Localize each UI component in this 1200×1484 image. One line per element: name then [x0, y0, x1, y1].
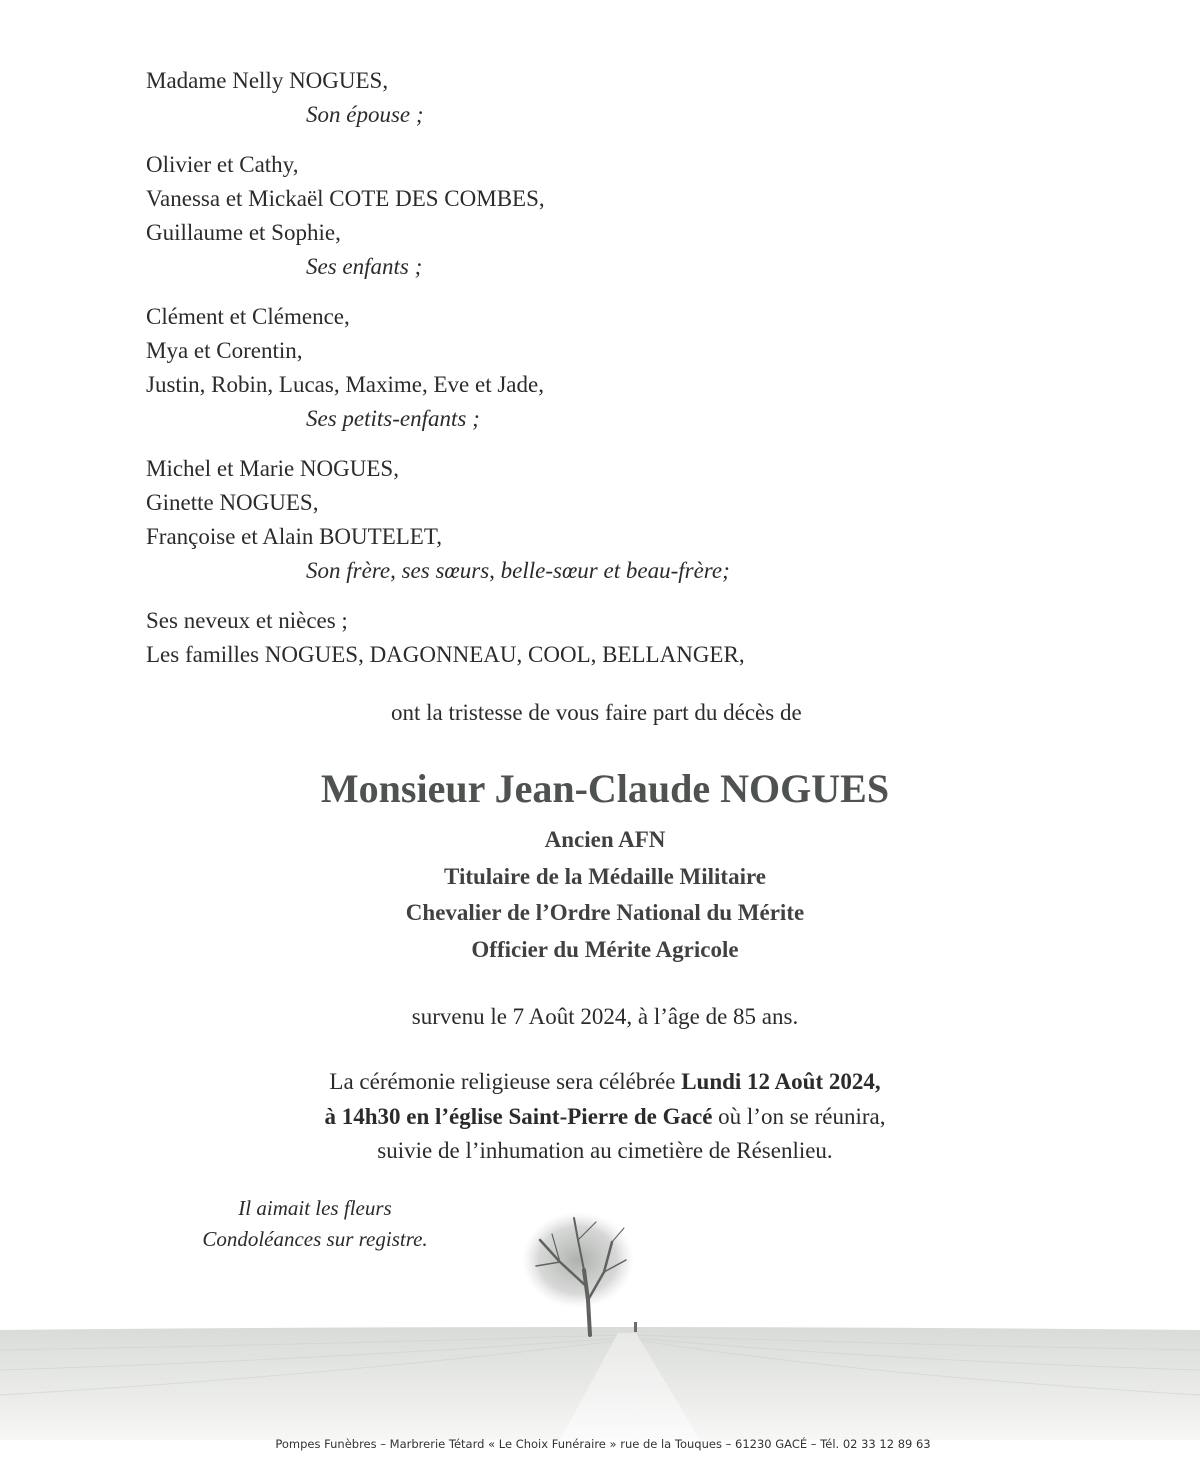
family-list — [146, 64, 1046, 688]
family-name-line: Mya et Corentin, — [146, 338, 303, 363]
ceremony-text: où l’on se réunira, — [712, 1103, 886, 1129]
family-name-line: Olivier et Cathy, — [146, 152, 299, 177]
family-name-line: Ginette NOGUES, — [146, 490, 319, 515]
family-name-line: Ses neveux et nièces ; — [146, 608, 348, 633]
deceased-name: Monsieur Jean-Claude NOGUES — [320, 766, 890, 811]
ceremony-line-2 — [0, 1100, 1200, 1135]
death-info: survenu le 7 Août 2024, à l’âge de 85 ans. — [411, 1004, 799, 1029]
family-name-line: Justin, Robin, Lucas, Maxime, Eve et Jade, — [146, 372, 544, 397]
landscape-image — [0, 1200, 1200, 1440]
siblings-group — [146, 452, 1046, 588]
relation-label: Ses petits-enfants ; — [306, 406, 480, 431]
family-name-line: Les familles NOGUES, DAGONNEAU, COOL, BELLANGER, — [146, 642, 745, 667]
children-group — [146, 148, 1046, 284]
deceased-title: Ancien AFN — [544, 827, 666, 852]
family-name-line: Madame Nelly NOGUES, — [146, 68, 389, 93]
family-name-line: Clément et Clémence, — [146, 304, 350, 329]
family-name-line: Françoise et Alain BOUTELET, — [146, 524, 442, 549]
footer-contact: Pompes Funèbres – Marbrerie Tétard « Le Choix Funéraire » rue de la Touques – 61230 GACÉ – Tél. 02 33 12 89 63 — [275, 1437, 931, 1451]
family-name-line: Vanessa et Mickaël COTE DES COMBES, — [146, 186, 545, 211]
relation-label: Son épouse ; — [306, 102, 424, 127]
deceased-title: Titulaire de la Médaille Militaire — [444, 863, 766, 889]
family-name-line: Michel et Marie NOGUES, — [146, 456, 399, 481]
note-line: Condoléances sur registre. — [202, 1227, 428, 1251]
ceremony-line-1 — [0, 1065, 1200, 1100]
deceased-title: Chevalier de l’Ordre National du Mérite — [405, 900, 805, 925]
ceremony-date: Lundi 12 Août 2024, — [681, 1069, 881, 1094]
grandchildren-group — [146, 300, 1046, 436]
deceased-title: Officier du Mérite Agricole — [471, 936, 739, 962]
others-group — [146, 604, 1046, 672]
relation-label: Ses enfants ; — [306, 254, 423, 279]
deceased-titles — [0, 822, 1200, 968]
ceremony-text: La cérémonie religieuse sera célébrée — [329, 1069, 682, 1094]
ceremony-place: à 14h30 en l’église Saint-Pierre de Gacé — [324, 1103, 713, 1129]
family-name-line: Guillaume et Sophie, — [146, 220, 341, 245]
note-line: Il aimait les fleurs — [238, 1196, 392, 1220]
spouse-group — [146, 64, 1046, 132]
relation-label: Son frère, ses sœurs, belle-sœur et beau-frère; — [306, 558, 730, 583]
announcement-text: ont la tristesse de vous faire part du décès de — [391, 700, 802, 725]
ceremony-info — [0, 1065, 1200, 1169]
ceremony-line-3: suivie de l’inhumation au cimetière de Résenlieu. — [377, 1138, 833, 1163]
